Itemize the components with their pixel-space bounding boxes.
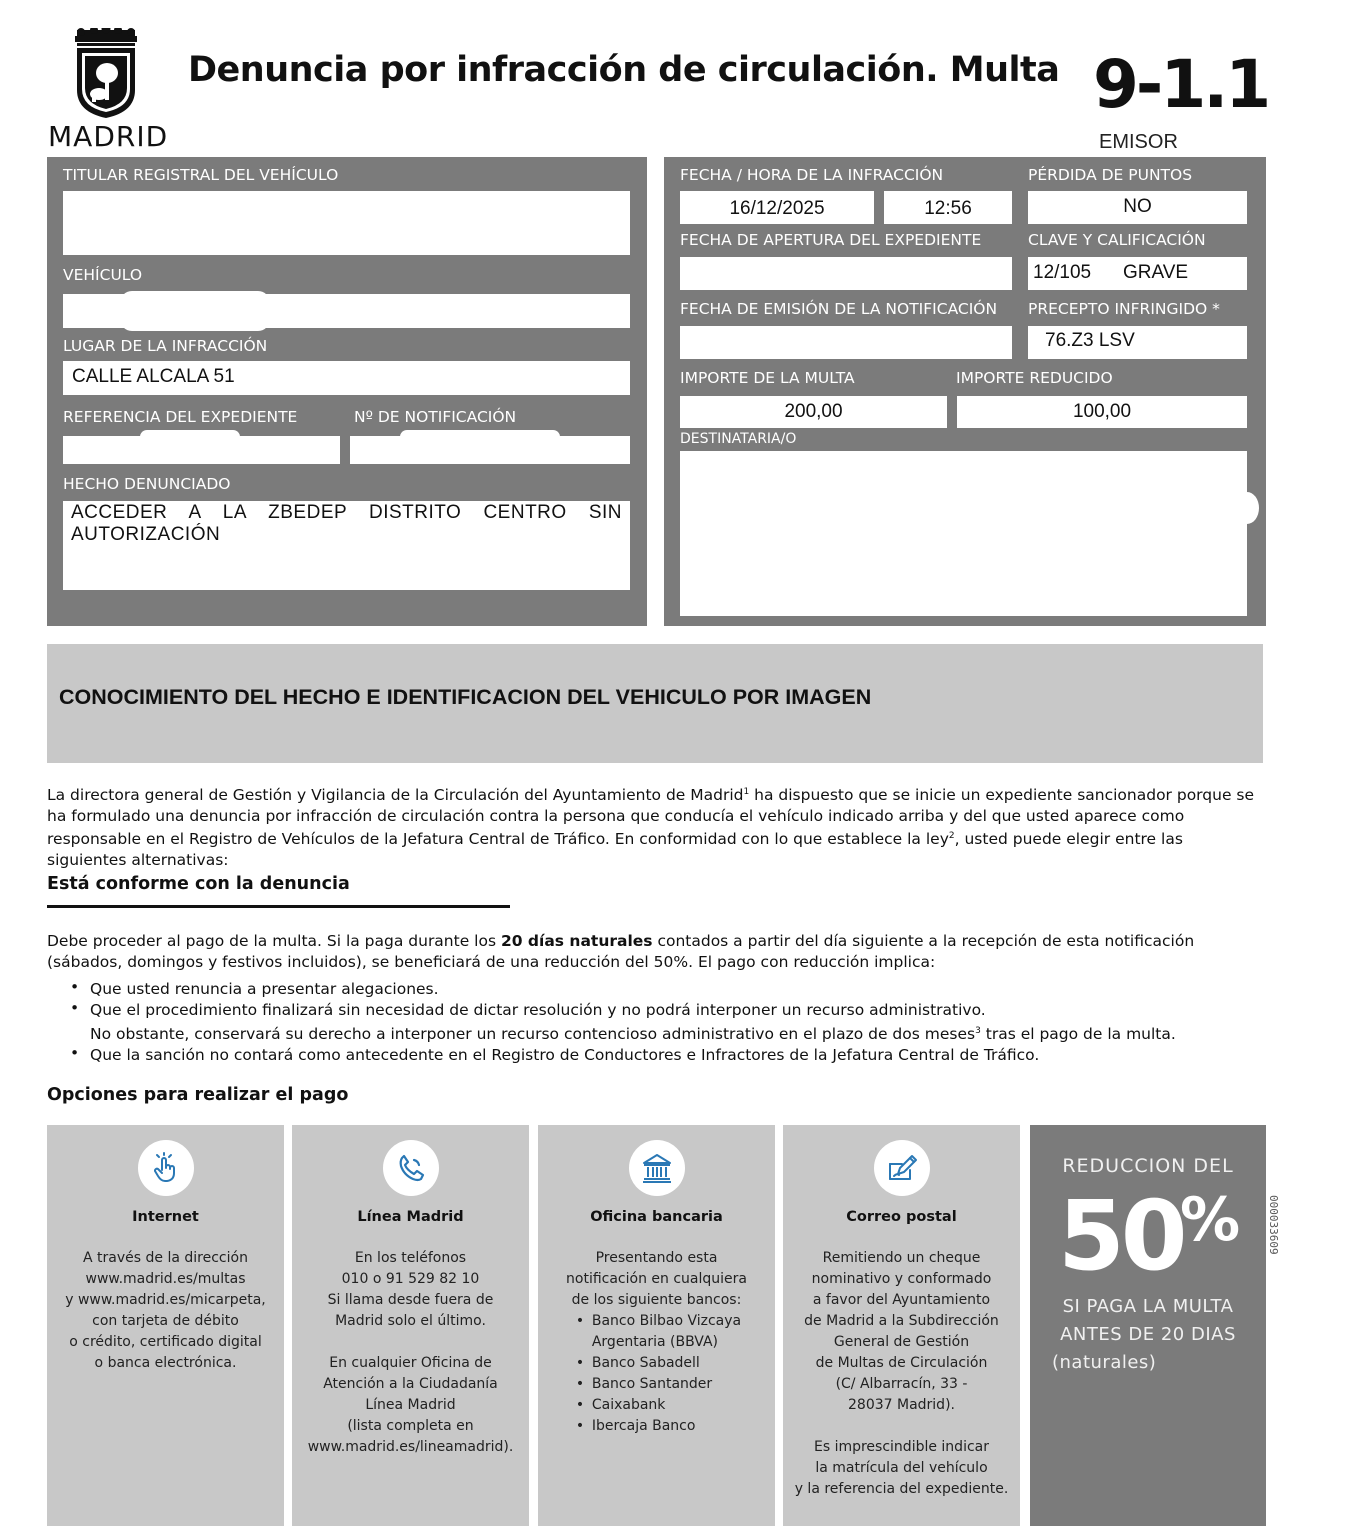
payment-option-correo-postal bbox=[783, 1125, 1020, 1526]
promo-line-3: (naturales) bbox=[1052, 1352, 1157, 1373]
emisor-label: EMISOR bbox=[1099, 131, 1178, 153]
oficina-body bbox=[546, 1248, 767, 1437]
payment-option-oficina-bancaria bbox=[538, 1125, 775, 1526]
text-line: Atención a la Ciudadanía bbox=[323, 1376, 498, 1392]
bullet-3-text: Que la sanción no contará como antecedente en el Registro de Conductores e Infractores de la Jefatura Central de Tráfico. bbox=[90, 1046, 1040, 1065]
bank-item: • Banco Sabadell bbox=[572, 1353, 741, 1374]
hecho-label: HECHO DENUNCIADO bbox=[63, 475, 231, 493]
clave-field bbox=[1028, 257, 1247, 290]
intro-paragraph bbox=[47, 782, 1262, 870]
promo-line-1: SI PAGA LA MULTA bbox=[1062, 1296, 1234, 1317]
linea-title: Línea Madrid bbox=[357, 1209, 464, 1225]
document-code: 9-1.1 bbox=[1093, 46, 1269, 123]
bank-item: • Ibercaja Banco bbox=[572, 1416, 741, 1437]
fecha-value: 16/12/2025 bbox=[729, 198, 825, 219]
text-line: de los siguiente bancos: bbox=[571, 1292, 742, 1308]
intro-part1: La directora general de Gestión y Vigilancia de la Circulación del Ayuntamiento de Madrid bbox=[47, 786, 744, 805]
conforme-paragraph bbox=[47, 931, 1265, 972]
titular-field bbox=[63, 191, 630, 255]
text-line: Madrid solo el último. bbox=[335, 1313, 486, 1329]
reducido-label: IMPORTE REDUCIDO bbox=[956, 369, 1113, 387]
puntos-value: NO bbox=[1123, 196, 1152, 217]
oficina-title: Oficina bancaria bbox=[590, 1209, 723, 1225]
phone-icon bbox=[383, 1140, 439, 1196]
text-line: con tarjeta de débito bbox=[92, 1313, 239, 1329]
clave-value: 12/105 bbox=[1033, 262, 1092, 283]
footnote-3: 3 bbox=[975, 1026, 981, 1036]
promo-line-2: ANTES DE 20 DIAS bbox=[1060, 1324, 1236, 1345]
text-line: notificación en cualquiera bbox=[566, 1271, 747, 1287]
hora-field bbox=[884, 191, 1012, 224]
text-line: y www.madrid.es/micarpeta, bbox=[65, 1292, 266, 1308]
apertura-label: FECHA DE APERTURA DEL EXPEDIENTE bbox=[680, 231, 982, 249]
text-line: Es imprescindible indicar bbox=[813, 1439, 989, 1455]
logo-text: MADRID bbox=[48, 120, 169, 153]
text-line: (C/ Albarracín, 33 - bbox=[835, 1376, 968, 1392]
payment-heading: Opciones para realizar el pago bbox=[47, 1085, 349, 1105]
correo-title: Correo postal bbox=[846, 1209, 957, 1225]
bullet-item bbox=[70, 1000, 1260, 1045]
emision-label: FECHA DE EMISIÓN DE LA NOTIFICACIÓN bbox=[680, 300, 998, 318]
bank-item: • Caixabank bbox=[572, 1395, 741, 1416]
titular-label: TITULAR REGISTRAL DEL VEHÍCULO bbox=[63, 166, 339, 184]
bank-list bbox=[572, 1311, 741, 1437]
bullet-1-text: Que usted renuncia a presentar alegaciones. bbox=[90, 980, 439, 998]
payment-option-linea-madrid bbox=[292, 1125, 529, 1526]
intro-part3: , usted puede elegir entre las siguientes alternativas: bbox=[47, 830, 1183, 869]
precepto-label: PRECEPTO INFRINGIDO * bbox=[1028, 300, 1220, 318]
importe-field bbox=[680, 396, 947, 428]
banner-text: CONOCIMIENTO DEL HECHO E IDENTIFICACION DEL VEHICULO POR IMAGEN bbox=[59, 685, 872, 709]
reducido-field bbox=[957, 396, 1247, 428]
text-line: En cualquier Oficina de bbox=[329, 1355, 492, 1371]
text-line: En los teléfonos bbox=[354, 1250, 467, 1266]
linea-body bbox=[300, 1248, 521, 1458]
bank-icon bbox=[629, 1140, 685, 1196]
bullet-2b-text: No obstante, conservará su derecho a interponer un recurso contencioso administrativo en el plazo de dos meses bbox=[90, 1025, 976, 1044]
text-line: de Multas de Circulación bbox=[815, 1355, 988, 1371]
bank-item: • Banco Santander bbox=[572, 1374, 741, 1395]
text-line: www.madrid.es/lineamadrid). bbox=[307, 1439, 514, 1455]
text-line: 28037 Madrid). bbox=[848, 1397, 955, 1413]
text-line: Línea Madrid bbox=[365, 1397, 456, 1413]
reducido-value: 100,00 bbox=[1072, 401, 1132, 422]
text-line: A través de la dirección bbox=[83, 1250, 248, 1266]
text-line: (lista completa en bbox=[347, 1418, 474, 1434]
footnote-2: 2 bbox=[948, 831, 955, 842]
footnote-1: 1 bbox=[743, 787, 750, 797]
text-line: nominativo y conformado bbox=[811, 1271, 992, 1287]
bullet-item bbox=[70, 979, 1260, 1000]
text-line: www.madrid.es/multas bbox=[85, 1271, 246, 1287]
discount-promo bbox=[1030, 1125, 1266, 1526]
edit-form-icon bbox=[874, 1140, 930, 1196]
fecha-hora-label: FECHA / HORA DE LA INFRACCIÓN bbox=[680, 166, 944, 184]
bullet-2c-text: tras el pago de la multa. bbox=[980, 1025, 1176, 1044]
vehiculo-label: VEHÍCULO bbox=[63, 266, 143, 284]
text-line: Remitiendo un cheque bbox=[822, 1250, 981, 1266]
referencia-label: REFERENCIA DEL EXPEDIENTE bbox=[63, 408, 298, 426]
touch-icon bbox=[138, 1140, 194, 1196]
vehiculo-redaction bbox=[120, 291, 270, 331]
text-line: a favor del Ayuntamiento bbox=[812, 1292, 991, 1308]
puntos-field bbox=[1028, 191, 1247, 224]
bank-item: • Banco Bilbao Vizcaya Argentaria (BBVA) bbox=[572, 1311, 741, 1353]
text-line: Presentando esta bbox=[595, 1250, 718, 1266]
text-line: o crédito, certificado digital bbox=[69, 1334, 262, 1350]
section-divider bbox=[47, 905, 510, 908]
destinatario-label: DESTINATARIA/O bbox=[680, 431, 797, 447]
apertura-field bbox=[680, 257, 1012, 290]
conforme-bullets bbox=[70, 979, 1260, 1066]
promo-percentage: 50 bbox=[1058, 1180, 1184, 1292]
document-title: Denuncia por infracción de circulación. Multa bbox=[188, 50, 1060, 90]
intro-part2: ha dispuesto que se inicie un expediente sancionador porque se ha formulado una denuncia por infracción de circulación contra la persona que conducía el vehículo indicado arriba y del que usted aparece como responsable en el Registro de Vehículos de la Jefatura Central de Tráfico. En conformidad con lo que establece la ley bbox=[47, 786, 1255, 849]
conforme-text1: Debe proceder al pago de la multa. Si la paga durante los bbox=[47, 932, 501, 950]
serial-number: 000033609 bbox=[1267, 1195, 1280, 1255]
lugar-field bbox=[63, 361, 630, 395]
precepto-field bbox=[1028, 326, 1247, 359]
internet-body bbox=[55, 1248, 276, 1374]
text-line: la matrícula del vehículo bbox=[815, 1460, 988, 1476]
importe-value: 200,00 bbox=[784, 401, 843, 422]
text-line: General de Gestión bbox=[833, 1334, 970, 1350]
bullet-item bbox=[70, 1045, 1260, 1066]
promo-percent-sign: % bbox=[1180, 1185, 1241, 1255]
text-line: de Madrid a la Subdirección bbox=[804, 1313, 999, 1329]
lugar-label: LUGAR DE LA INFRACCIÓN bbox=[63, 337, 268, 355]
notificacion-label: Nº DE NOTIFICACIÓN bbox=[354, 408, 517, 426]
text-line: Si llama desde fuera de bbox=[327, 1292, 494, 1308]
calificacion-value: GRAVE bbox=[1123, 262, 1189, 283]
internet-title: Internet bbox=[132, 1209, 199, 1225]
text-line: 010 o 91 529 82 10 bbox=[341, 1271, 480, 1287]
payment-option-internet bbox=[47, 1125, 284, 1526]
promo-condition bbox=[1030, 1293, 1266, 1377]
destinatario-redaction bbox=[1235, 492, 1259, 524]
fecha-field bbox=[680, 191, 874, 224]
referencia-redaction bbox=[140, 430, 240, 444]
notificacion-redaction bbox=[400, 430, 560, 444]
importe-label: IMPORTE DE LA MULTA bbox=[680, 369, 855, 387]
bullet-2a-text: Que el procedimiento finalizará sin necesidad de dictar resolución y no podrá interponer un recurso administrativo. bbox=[90, 1001, 986, 1019]
hora-value: 12:56 bbox=[924, 198, 972, 219]
hecho-field bbox=[63, 501, 630, 590]
destinatario-field bbox=[680, 451, 1247, 616]
conforme-bold: 20 días naturales bbox=[500, 932, 653, 950]
correo-body bbox=[791, 1248, 1012, 1500]
precepto-value: 76.Z3 LSV bbox=[1045, 330, 1135, 351]
conforme-text2: contados a partir del día siguiente a la recepción de esta notificación (sábados, domingos y festivos incluidos), se beneficiará de una reducción del 50%. El pago con reducción implica: bbox=[47, 932, 1195, 971]
hecho-value: ACCEDER A LA ZBEDEP DISTRITO CENTRO SIN AUTORIZACIÓN bbox=[71, 502, 622, 545]
promo-heading: REDUCCION DEL bbox=[1062, 1155, 1234, 1177]
text-line: o banca electrónica. bbox=[94, 1355, 237, 1371]
text-line: y la referencia del expediente. bbox=[794, 1481, 1009, 1497]
emision-field bbox=[680, 326, 1012, 359]
puntos-label: PÉRDIDA DE PUNTOS bbox=[1028, 166, 1193, 184]
clave-label: CLAVE Y CALIFICACIÓN bbox=[1028, 231, 1206, 249]
lugar-value: CALLE ALCALA 51 bbox=[72, 366, 235, 387]
conforme-heading: Está conforme con la denuncia bbox=[47, 874, 350, 894]
